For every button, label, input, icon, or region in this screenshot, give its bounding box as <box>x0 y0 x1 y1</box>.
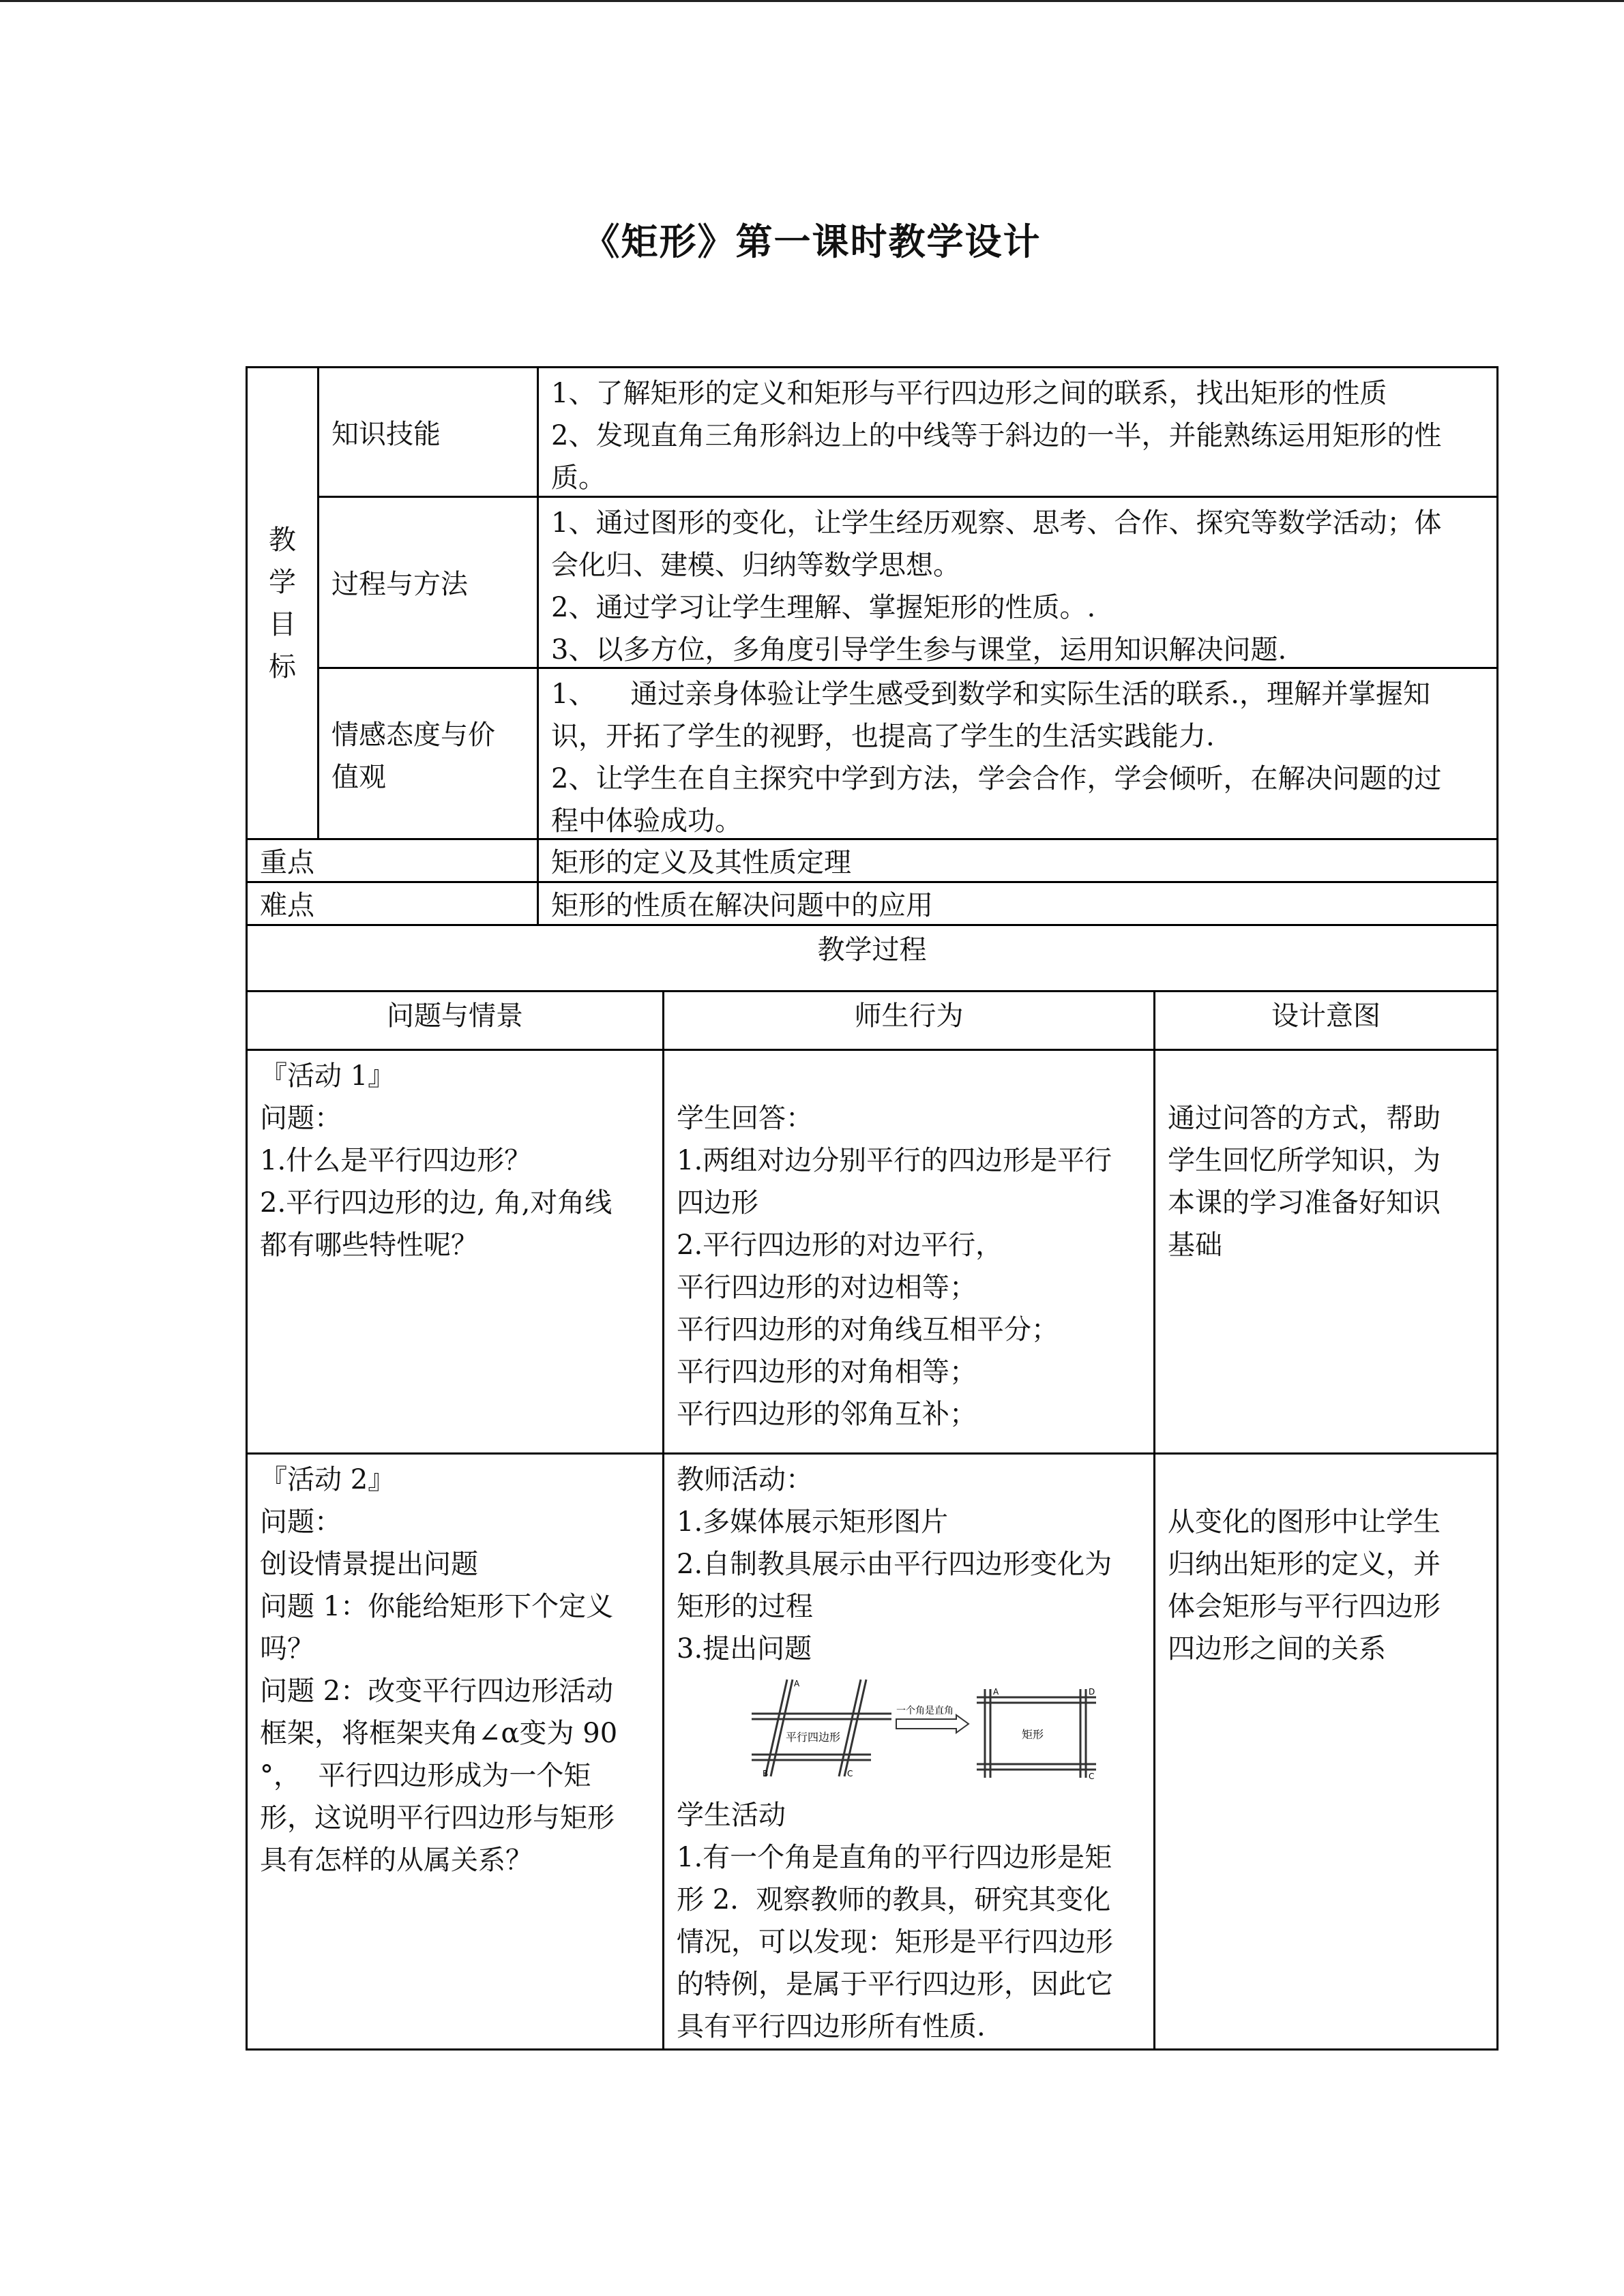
activity2-intent-line: 归纳出矩形的定义，并 <box>1168 1549 1441 1580</box>
activity1-behavior-line: 平行四边形的对角相等； <box>677 1356 977 1388</box>
difficulty-label-cell <box>246 881 539 926</box>
activity1-situation-line: 1.什么是平行四边形？ <box>260 1145 532 1176</box>
activity2-student-line: 形 2. 观察教师的教具，研究其变化 <box>677 1884 1111 1915</box>
activity1-situation-line: 2.平行四边形的边, 角,对角线 <box>260 1187 612 1219</box>
emotion-label-line: 值观 <box>331 762 386 793</box>
activity2-student-line: 情况，可以发现：矩形是平行四边形 <box>677 1926 1113 1958</box>
activity2-intent-line: 体会矩形与平行四边形 <box>1168 1591 1441 1622</box>
difficulty-value-cell <box>537 881 1498 926</box>
activity1-intent-line: 通过问答的方式，帮助 <box>1168 1103 1441 1134</box>
activity2-student-line: 1.有一个角是直角的平行四边形是矩 <box>677 1842 1112 1873</box>
objectives-label-char: 目 <box>269 608 296 640</box>
activity2-situation-line: 问题 1：你能给矩形下个定义 <box>260 1591 614 1622</box>
activity2-situation-line: 具有怎样的从属关系？ <box>260 1845 533 1876</box>
figure-vertex-label: C <box>847 1769 853 1778</box>
top-border-line <box>0 0 1624 2</box>
process-line: 3、以多方位，多角度引导学生参与课堂，运用知识解决问题. <box>551 634 1287 666</box>
transform-arrow <box>896 1705 969 1733</box>
key-point-value: 矩形的定义及其性质定理 <box>551 847 851 878</box>
figure-vertex-label: A <box>993 1687 999 1697</box>
activity2-situation-line: °， 平行四边形成为一个矩 <box>260 1760 591 1791</box>
activity2-situation <box>246 1452 664 2051</box>
activity2-situation-line: 形，这说明平行四边形与矩形 <box>260 1802 615 1834</box>
activity1-behavior-line: 学生回答： <box>677 1103 813 1134</box>
emotion-label-line: 情感态度与价 <box>331 719 495 751</box>
column-header-label: 设计意图 <box>1271 1000 1381 1032</box>
activity2-intent-line: 四边形之间的关系 <box>1168 1633 1386 1665</box>
activity1-behavior-line: 平行四边形的对边相等； <box>677 1272 977 1303</box>
emotion-line: 1、 通过亲身体验让学生感受到数学和实际生活的联系.，理解并掌握知 <box>551 679 1431 710</box>
activity1-behavior-line: 2.平行四边形的对边平行， <box>677 1229 1003 1261</box>
emotion-content <box>537 667 1498 840</box>
knowledge-label-cell <box>317 366 539 498</box>
emotion-line: 2、让学生在自主探究中学到方法，学会合作，学会倾听，在解决问题的过 <box>551 763 1442 794</box>
activity2-teacher-line: 矩形的过程 <box>677 1591 813 1622</box>
column-header-situation <box>246 990 664 1051</box>
process-line: 2、通过学习让学生理解、掌握矩形的性质。. <box>551 592 1096 623</box>
activity1-behavior-line: 1.两组对边分别平行的四边形是平行 <box>677 1145 1112 1176</box>
knowledge-content <box>537 366 1498 498</box>
process-header: 教学过程 <box>817 934 927 966</box>
activity2-situation-line: 问题 2：改变平行四边形活动 <box>260 1675 614 1707</box>
column-header-intent <box>1153 990 1498 1051</box>
process-content <box>537 496 1498 669</box>
figure-vertex-label: B <box>763 1769 769 1778</box>
objectives-label-char: 教 <box>269 524 296 556</box>
process-line: 会化归、建模、归纳等数学思想。 <box>551 550 960 581</box>
knowledge-line: 1、了解矩形的定义和矩形与平行四边形之间的联系，找出矩形的性质 <box>551 378 1387 409</box>
process-label-cell <box>317 496 539 669</box>
process-header-cell <box>246 924 1498 992</box>
process-label: 过程与方法 <box>331 569 468 600</box>
key-point-value-cell <box>537 838 1498 883</box>
activity2-situation-line: 『活动 2』 <box>260 1464 396 1495</box>
page-title: 《矩形》第一课时教学设计 <box>582 220 1042 263</box>
activity2-situation-line: 框架，将框架夹角∠α变为 90 <box>260 1718 618 1749</box>
parallelogram-to-rectangle-figure <box>752 1674 1144 1783</box>
figure-vertex-label: D <box>1089 1687 1095 1697</box>
activity1-situation-line: 『活动 1』 <box>260 1060 396 1092</box>
knowledge-line: 2、发现直角三角形斜边上的中线等于斜边的一半，并能熟练运用矩形的性 <box>551 420 1442 451</box>
column-header-label: 师生行为 <box>854 1000 964 1032</box>
activity2-student-line: 的特例，是属于平行四边形，因此它 <box>677 1969 1113 2000</box>
activity1-intent-line: 基础 <box>1168 1229 1222 1261</box>
figure-svg <box>752 1674 1106 1783</box>
key-point-label-cell <box>246 838 539 883</box>
objectives-label-char: 标 <box>269 651 296 683</box>
activity2-situation-line: 创设情景提出问题 <box>260 1549 478 1580</box>
activity1-intent <box>1153 1049 1498 1455</box>
difficulty-label: 难点 <box>260 890 314 921</box>
figure-arrow-label: 一个角是直角 <box>896 1705 954 1716</box>
activity2-student-line: 学生活动 <box>677 1800 786 1831</box>
activity2-student-line: 具有平行四边形所有性质. <box>677 2011 986 2042</box>
activity2-situation-line: 吗？ <box>260 1633 314 1665</box>
activity2-teacher-line: 2.自制教具展示由平行四边形变化为 <box>677 1549 1112 1580</box>
activity2-situation-line: 问题： <box>260 1506 342 1538</box>
activity1-behavior-line: 四边形 <box>677 1187 758 1219</box>
difficulty-value: 矩形的性质在解决问题中的应用 <box>551 890 933 921</box>
activity2-teacher-line: 1.多媒体展示矩形图片 <box>677 1506 949 1538</box>
activity2-teacher-line: 3.提出问题 <box>677 1633 812 1665</box>
parallelogram-frame <box>752 1680 891 1776</box>
knowledge-label: 知识技能 <box>331 418 441 450</box>
activity1-situation-line: 都有哪些特性呢？ <box>260 1229 478 1261</box>
column-header-behavior <box>662 990 1155 1051</box>
emotion-label-cell <box>317 667 539 840</box>
key-point-label: 重点 <box>260 847 314 878</box>
figure-right-label: 矩形 <box>1022 1728 1044 1741</box>
activity1-situation-line: 问题： <box>260 1103 342 1134</box>
activity1-behavior-line: 平行四边形的对角线互相平分； <box>677 1314 1059 1345</box>
activity2-behavior <box>662 1452 1155 2051</box>
objectives-label <box>246 366 319 840</box>
activity1-intent-line: 本课的学习准备好知识 <box>1168 1187 1441 1219</box>
column-header-label: 问题与情景 <box>387 1000 523 1032</box>
activity1-intent-line: 学生回忆所学知识，为 <box>1168 1145 1441 1176</box>
activity2-intent <box>1153 1452 1498 2051</box>
knowledge-line: 质。 <box>551 462 606 494</box>
process-line: 1、通过图形的变化，让学生经历观察、思考、合作、探究等数学活动；体 <box>551 507 1442 539</box>
activity2-teacher-line: 教师活动： <box>677 1464 813 1495</box>
activity1-behavior <box>662 1049 1155 1455</box>
figure-left-label: 平行四边形 <box>786 1731 841 1744</box>
activity1-situation <box>246 1049 664 1455</box>
figure-vertex-label: A <box>794 1679 800 1688</box>
figure-vertex-label: C <box>1089 1772 1095 1781</box>
emotion-line: 程中体验成功。 <box>551 805 742 837</box>
activity2-intent-line: 从变化的图形中让学生 <box>1168 1506 1441 1538</box>
objectives-label-char: 学 <box>269 566 296 598</box>
emotion-line: 识，开拓了学生的视野，也提高了学生的生活实践能力. <box>551 721 1215 752</box>
activity1-behavior-line: 平行四边形的邻角互补； <box>677 1399 977 1430</box>
